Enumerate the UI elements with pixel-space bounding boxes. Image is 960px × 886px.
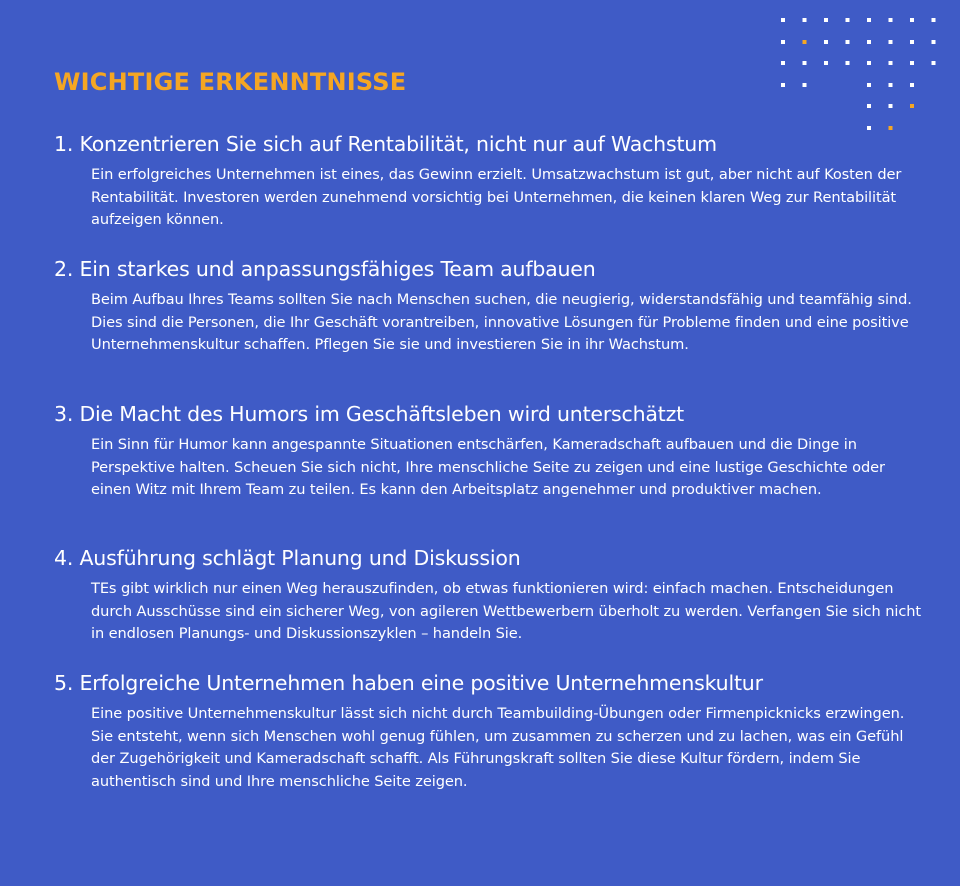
- section-heading: 1. Konzentrieren Sie sich auf Rentabilität, nicht nur auf Wachstum: [54, 132, 717, 156]
- decorative-dot: [889, 83, 893, 87]
- decorative-dot: [803, 40, 807, 44]
- decorative-dot: [824, 40, 828, 44]
- decorative-dot: [824, 61, 828, 65]
- decorative-dot: [781, 40, 785, 44]
- decorative-dot: [889, 40, 893, 44]
- page-title: WICHTIGE ERKENNTNISSE: [54, 68, 407, 96]
- decorative-dot: [889, 18, 893, 22]
- section-heading: 2. Ein starkes und anpassungsfähiges Team aufbauen: [54, 257, 596, 281]
- section-body: Eine positive Unternehmenskultur lässt sich nicht durch Teambuilding-Übungen oder Firmenpicknicks erzwingen. Sie entsteht, wenn sich Menschen wohl genug fühlen, um zusammen zu scherzen und zu lachen, was ein Gefühl der Zugehörigkeit und Kameradschaft schafft. Als Führungskraft sollten Sie diese Kultur fördern, indem Sie authentisch sind und Ihre menschliche Seite zeigen.: [91, 705, 905, 790]
- decorative-dot: [932, 40, 936, 44]
- decorative-dot: [824, 18, 828, 22]
- section-body: Ein Sinn für Humor kann angespannte Situationen entschärfen, Kameradschaft aufbauen und die Dinge in Perspektive halten. Scheuen Sie sich nicht, Ihre menschliche Seite zu zeigen und eine lustige Geschichte oder einen Witz mit Ihrem Team zu teilen. Es kann den Arbeitsplatz angenehmer und produktiver machen.: [91, 436, 885, 498]
- decorative-dot: [889, 61, 893, 65]
- decorative-dot: [867, 61, 871, 65]
- decorative-dot: [803, 83, 807, 87]
- decorative-dot: [781, 61, 785, 65]
- decorative-dot: [803, 18, 807, 22]
- decorative-dot: [910, 40, 914, 44]
- decorative-dot: [803, 61, 807, 65]
- decorative-dot: [932, 18, 936, 22]
- decorative-dot: [889, 104, 893, 108]
- takeaway-section-2: [54, 255, 924, 357]
- section-body: Ein erfolgreiches Unternehmen ist eines, das Gewinn erzielt. Umsatzwachstum ist gut, aber nicht auf Kosten der Rentabilität. Investoren werden zunehmend vorsichtig bei Unternehmen, die keinen klaren Weg zur Rentabilität aufzeigen können.: [91, 166, 902, 228]
- section-heading: 4. Ausführung schlägt Planung und Diskussion: [54, 546, 521, 570]
- decorative-dot: [846, 40, 850, 44]
- decorative-dot: [867, 18, 871, 22]
- decorative-dot: [867, 83, 871, 87]
- section-body: Beim Aufbau Ihres Teams sollten Sie nach Menschen suchen, die neugierig, widerstandsfähig und teamfähig sind. Dies sind die Personen, die Ihr Geschäft vorantreiben, innovative Lösungen für Probleme finden und eine positive Unternehmenskultur schaffen. Pflegen Sie sie und investieren Sie in ihr Wachstum.: [91, 291, 912, 353]
- section-heading: 3. Die Macht des Humors im Geschäftsleben wird unterschätzt: [54, 402, 684, 426]
- decorative-dot: [846, 18, 850, 22]
- takeaway-section-4: [54, 544, 924, 646]
- section-heading: 5. Erfolgreiche Unternehmen haben eine positive Unternehmenskultur: [54, 671, 763, 695]
- decorative-dot: [910, 104, 914, 108]
- decorative-dot: [910, 18, 914, 22]
- decorative-dot: [932, 61, 936, 65]
- decorative-dot: [867, 40, 871, 44]
- decorative-dot: [910, 83, 914, 87]
- takeaway-section-1: [54, 130, 924, 232]
- section-body: TEs gibt wirklich nur einen Weg herauszufinden, ob etwas funktionieren wird: einfach machen. Entscheidungen durch Ausschüsse sind ein sicherer Weg, von agileren Wettbewerbern überholt zu werden. Verfangen Sie sich nicht in endlosen Planungs- und Diskussionszyklen – handeln Sie.: [91, 580, 922, 642]
- decorative-dot: [867, 104, 871, 108]
- decorative-dot: [846, 61, 850, 65]
- decorative-dot: [910, 61, 914, 65]
- takeaway-section-5: [54, 669, 924, 793]
- takeaway-section-3: [54, 400, 924, 502]
- decorative-dot: [781, 18, 785, 22]
- decorative-dot: [781, 83, 785, 87]
